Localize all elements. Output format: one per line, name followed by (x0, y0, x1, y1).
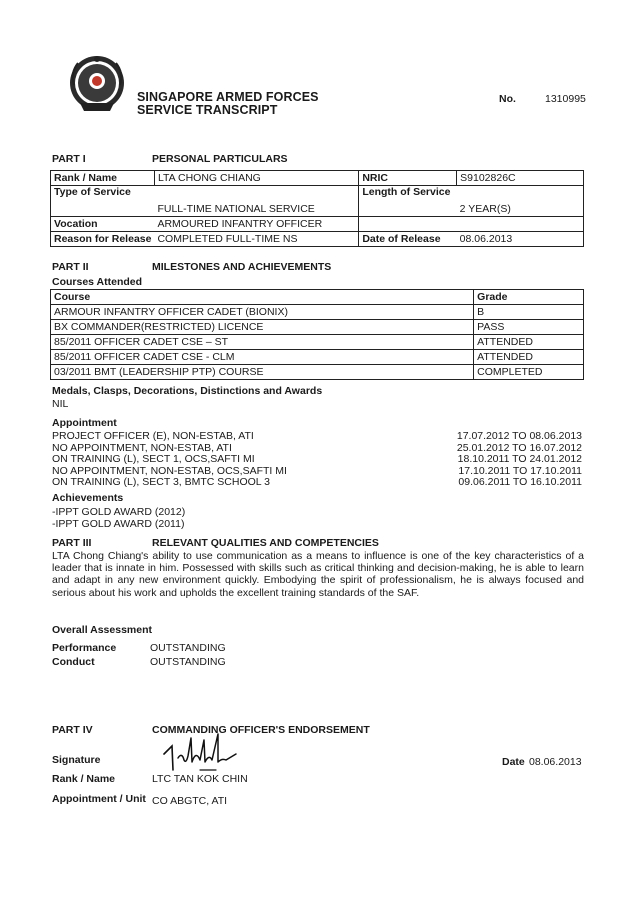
conduct-value: OUTSTANDING (150, 656, 226, 668)
overall-assessment-heading: Overall Assessment (52, 624, 153, 636)
part3-label: PART III (52, 537, 92, 549)
table-row (51, 335, 584, 350)
grade-column-header: Grade (474, 290, 584, 305)
appointment-period: 25.01.2012 TO 16.07.2012 (456, 441, 582, 454)
co-date-label: Date (502, 756, 525, 768)
course-name: ARMOUR INFANTRY OFFICER CADET (BIONIX) (51, 305, 474, 320)
course-grade: PASS (474, 320, 584, 335)
co-rank-name-label: Rank / Name (52, 773, 116, 785)
co-appointment-label: Appointment / Unit (52, 793, 146, 805)
rank-name-value: LTA CHONG CHIANG (154, 171, 358, 186)
appointment-name: PROJECT OFFICER (E), NON-ESTAB, ATI (52, 430, 254, 442)
transcript-no-value: 1310995 (545, 93, 586, 105)
course-grade: ATTENDED (474, 350, 584, 365)
course-name: 03/2011 BMT (LEADERSHIP PTP) COURSE (51, 365, 474, 380)
table-row (51, 320, 584, 335)
appointment-name: ON TRAINING (L), SECT 1, OCS,SAFTI MI (52, 453, 255, 466)
medals-heading: Medals, Clasps, Decorations, Distinctions and Awards (52, 385, 323, 397)
achievement-item: -IPPT GOLD AWARD (2011) (52, 518, 185, 530)
performance-value: OUTSTANDING (150, 642, 226, 654)
vocation-label: Vocation (51, 217, 155, 232)
courses-table (50, 289, 584, 380)
part4-title: COMMANDING OFFICER'S ENDORSEMENT (152, 724, 370, 736)
course-column-header: Course (51, 290, 474, 305)
appointment-name: NO APPOINTMENT, NON-ESTAB, OCS,SAFTI MI (52, 464, 287, 477)
medals-value: NIL (52, 398, 69, 410)
nric-label: NRIC (359, 171, 457, 186)
reason-for-release-value: COMPLETED FULL-TIME NS (154, 232, 358, 247)
saf-crest-emblem (66, 53, 128, 117)
co-appointment-value: CO ABGTC, ATI (152, 795, 228, 807)
signature-label: Signature (52, 754, 101, 766)
document-title: SERVICE TRANSCRIPT (137, 103, 278, 117)
appointment-period: 18.10.2011 TO 24.01.2012 (457, 453, 582, 466)
personal-particulars-table (50, 170, 584, 247)
course-grade: COMPLETED (474, 365, 584, 380)
org-name: SINGAPORE ARMED FORCES (137, 90, 319, 104)
list-item (52, 477, 582, 489)
length-of-service-label: Length of Service (359, 186, 457, 217)
part1-title: PERSONAL PARTICULARS (152, 153, 288, 165)
co-rank-name-value: LTC TAN KOK CHIN (152, 773, 248, 785)
part2-label: PART II (52, 261, 89, 273)
rank-name-label: Rank / Name (51, 171, 155, 186)
appointment-name: NO APPOINTMENT, NON-ESTAB, ATI (52, 441, 232, 454)
appointment-name: ON TRAINING (L), SECT 3, BMTC SCHOOL 3 (52, 476, 271, 489)
list-item (52, 431, 582, 443)
qualities-paragraph: LTA Chong Chiang's ability to use communication as a means to influence is one of the key characteristics of a leader that is innate in him. Possessed with skills such as critical thinking and decision-making, he is able to learn and adapt in any new environment quickly. Embodying the spirit of professionalism, he is always focused and serious about his work and upholds the excellent training standards of the SAF. (52, 550, 584, 599)
date-of-release-value: 08.06.2013 (457, 232, 584, 247)
table-row (51, 305, 584, 320)
course-grade: B (474, 305, 584, 320)
course-name: 85/2011 OFFICER CADET CSE – ST (51, 335, 474, 350)
course-name: 85/2011 OFFICER CADET CSE - CLM (51, 350, 474, 365)
reason-for-release-label: Reason for Release (51, 232, 155, 247)
achievements-heading: Achievements (52, 492, 124, 504)
appointment-period: 17.07.2012 TO 08.06.2013 (456, 430, 582, 442)
course-grade: ATTENDED (474, 335, 584, 350)
appointment-heading: Appointment (52, 417, 117, 429)
appointment-period: 09.06.2011 TO 16.10.2011 (458, 476, 582, 489)
type-of-service-label: Type of Service (51, 186, 155, 217)
type-of-service-value: FULL-TIME NATIONAL SERVICE (154, 186, 358, 217)
co-date-value: 08.06.2013 (529, 756, 582, 768)
date-of-release-label: Date of Release (359, 232, 457, 247)
course-name: BX COMMANDER(RESTRICTED) LICENCE (51, 320, 474, 335)
performance-label: Performance (52, 642, 117, 654)
appointment-period: 17.10.2011 TO 17.10.2011 (458, 464, 582, 477)
appointment-list (52, 431, 582, 489)
conduct-label: Conduct (52, 656, 95, 668)
vocation-value: ARMOURED INFANTRY OFFICER (154, 217, 358, 232)
achievement-item: -IPPT GOLD AWARD (2012) (52, 506, 186, 518)
handwritten-signature (160, 728, 270, 776)
courses-attended-heading: Courses Attended (52, 276, 143, 288)
part4-label: PART IV (52, 724, 93, 736)
part1-label: PART I (52, 153, 86, 165)
part2-title: MILESTONES AND ACHIEVEMENTS (152, 261, 332, 273)
table-row (51, 365, 584, 380)
table-row (51, 350, 584, 365)
nric-value: S9102826C (457, 171, 584, 186)
length-of-service-value: 2 YEAR(S) (457, 186, 584, 217)
transcript-no-label: No. (499, 93, 516, 105)
part3-title: RELEVANT QUALITIES AND COMPETENCIES (152, 537, 379, 549)
